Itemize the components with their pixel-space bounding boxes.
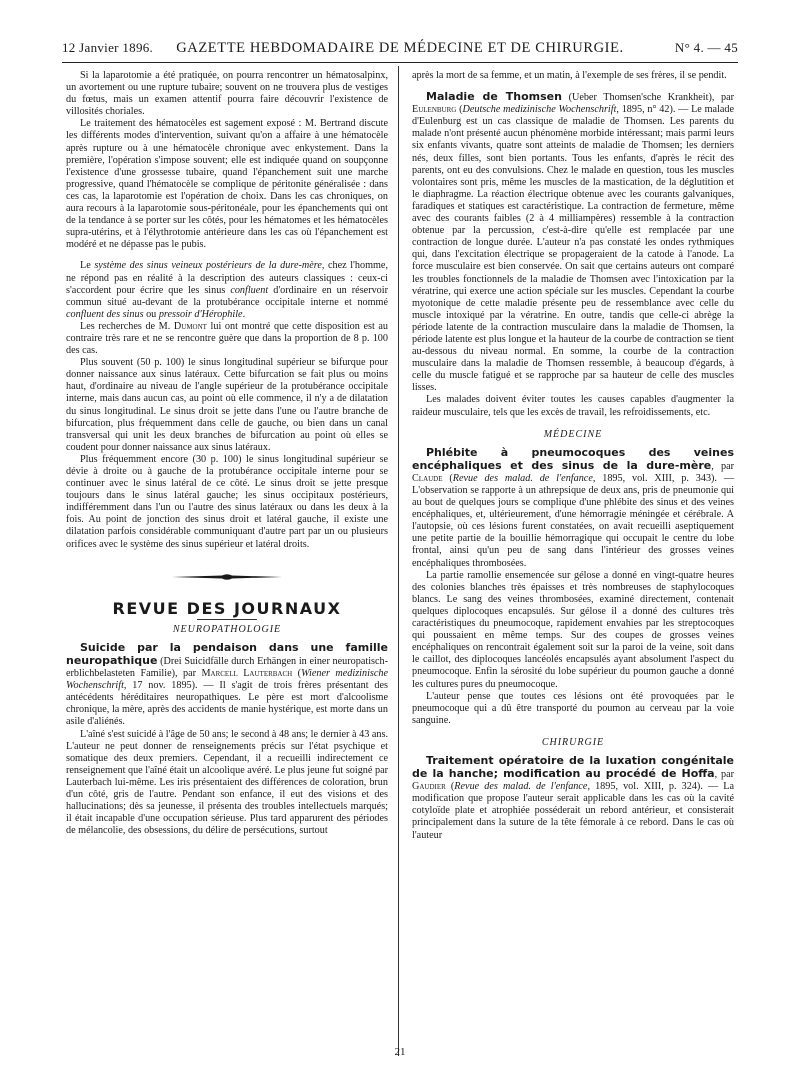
page-number: 21 (394, 1046, 406, 1058)
paragraph-traitement: Le traitement des hématocèles est sagement exposé : M. Bertrand discute les différents modes d'intervention, suivant qu'on a affaire à une hématocèle après rupture ou à une hématocèle chronique avec enkystement. Dans la première, l'opération s'impose souvent; elle est indiquée quand on soupçonne l'existence d'une grossesse tubaire, quand l'épanchement suit une marche progressive, quand l'hématocèle se complique de péritonite généralisée : dans ces cas, la laparotomie est l'opération de choix. Dans les cas chroniques, on aura recours à la laparotomie sous-péritonéale, pour les épanchements qui ont de la tendance à se porter sur les côtés, pour les hématomes et les hématocèles supra-utérins, et à l'élythrotomie antérieure dans les cas où l'épanchement est modéré et ne dépasse pas le pubis. (66, 118, 388, 251)
section-neuropathologie: NEUROPATHOLOGIE (172, 623, 282, 635)
ornament-divider-icon (172, 573, 282, 581)
header-date: 12 Janvier 1896. (62, 40, 154, 55)
paragraph-deviation: Plus fréquemment encore (30 p. 100) le sinus longitudinal supérieur se dévie à droite ou à gauche de la protubérance occipitale interne pour se continuer avec le sinus latéral de ce côté. Le sinus droit se jette presque toujours dans le sinus latéral gauche; les sinus occipitaux postérieurs, indifféremment dans l'un ou l'autre des sinus latéraux ou dans les deux à la fois. Au point de jonction des sinus droit et latéral gauche, il existe une dilatation parfois considérable communiquant d'autre part par un ou plusieurs orifices avec le système des sinus supérieur et latéral droits. (66, 453, 388, 550)
header-rule (62, 62, 738, 63)
paragraph-malades: Les malades doivent éviter toutes les causes capables d'augmenter la raideur musculaire, tels que les excès de travail, les refroidissements, etc. (412, 394, 734, 418)
article-phlebite: Phlébite à pneumocoques des veines encéphaliques et des sinus de la dure-mère, par Claude (Revue des malad. de l'enfance, 1895, vol. XIII, p. 343). — L'observation se rapporte à un athrepsique de deux ans, pris de pneumonie qui au bout de quelques jours se complique d'une phlébite des sinus et des veines encéphaliques, et, ultérieurement, d'une hémorragie méningée et cérébrale. A l'autopsie, où ces lésions furent constatées, on avait recueilli aseptiquement une petite partie de la bouillie hémorragique qui occupait le centre du lobe frontal, ainsi qu'un peu de sang dans l'intérieur des grosses veines encéphaliques thrombosées. (412, 445, 735, 569)
paragraph-dumont: Les recherches de M. Dumont lui ont montré que cette disposition est au contraire très rare et ne se rencontre guère que dans la proportion de 8 p. 100 des cas. (66, 320, 388, 357)
article-suicide: Suicide par la pendaison dans une famille neuropathique (Drei Suicidfälle durch Erhängen in einer neuropatisch-erblichbelasteten Familie), par Marcell Lauterbach (Wiener medizinische Wochenschrift, 17 nov. 1895). — Il s'agit de trois frères présentant des antécédents héréditaires neuropathiques. Le père est mort d'alcoolisme chronique, la mère, après des accidents de manie hystérique, est morte dans un asile d'aliénés. (66, 640, 389, 728)
paragraph-ramollie: La partie ramollie ensemencée sur gélose a donné en vingt-quatre heures des colonies blanches très épaisses et très nombreuses de staphylocoques blancs. Le sang des veines thrombosées, examiné directement, contenait quelques diplocoques encapsulés. Sur gélose il a donné des cultures très caractéristiques du pneumocoque, rapidement envahies par les streptocoques qui poussaient en même temps. Sur des coupes de grosses veines encéphaliques on rencontrait également soit sur la paroi de la veine, soit dans le caillot, des diplocoques lancéolés encapsulés ayant absolument l'aspect du pneumocoque. Enfin la sérosité du lobe supérieur du poumon gauche a donné les cultures pures du pneumocoque. (412, 569, 734, 690)
issue-number: N° 4. — 45 (674, 40, 738, 55)
paragraph-continuation: après la mort de sa femme, et un matin, à l'exemple de ses frères, il se pendit. (412, 70, 727, 81)
title-rule (197, 619, 257, 620)
right-column (412, 70, 734, 842)
paragraph-bifurcation: Plus souvent (50 p. 100) le sinus longitudinal supérieur se bifurque pour donner naissance aux sinus latéraux. Cette bifurcation se fait plus ou moins haut, d'ordinaire au niveau de l'angle supérieur de la protubérance occipitale interne, mais dans aucun cas, au point où elle commence, il n'y a de dilatation du sinus longitudinal. Le sinus droit se jette dans l'une ou l'autre branche de bifurcation, plus fréquemment dans celle de gauche, ou bien dans un canal transversal qui unit les deux branches de bifurcation au point où elles se coudent pour donner naissance aux sinus latéraux. (66, 357, 388, 453)
section-medecine: MÉDECINE (543, 428, 603, 440)
paragraph-aine: L'aîné s'est suicidé à l'âge de 50 ans; le second à 48 ans; le dernier à 43 ans. L'auteur ne peut donner de renseignements précis sur l'état psychique et somatique des deux premiers. Cependant, il a recueilli indirectement ce renseignement que l'aîné était un alcoolique avéré. Le plus jeune fut soigné par Lauterbach lui-même. Les iris présentaient des différences de coloration, brun d'un côté, gris de l'autre. Pendant son enfance, il eut des visions et des hallucinations; dès sa jeunesse, il présenta des troubles intellectuels marqués; il était incapable d'une occupation sérieuse. Plus tard apparurent des périodes de mélancolie, des obsessions, du délire de persécutions, surtout (66, 728, 388, 837)
paragraph-auteur-pense: L'auteur pense que toutes ces lésions ont été provoquées par le pneumocoque qui a dû être transporté du poumon au cerveau par la voie sanguine. (412, 690, 734, 726)
paragraph-sinus-systeme: Le système des sinus veineux postérieurs de la dure-mère, chez l'homme, ne répond pas en réalité à la description des auteurs classiques : ceux-ci s'accordent pour écrire que les sinus confluent d'ordinaire en un réservoir commun situé au-devant de la protubérance occipitale interne et nommé confluent des sinus ou pressoir d'Hérophile. (66, 260, 388, 320)
section-chirurgie: CHIRURGIE (541, 736, 605, 748)
article-luxation: Traitement opératoire de la luxation congénitale de la hanche; modification au procédé de Hoffa, par Gaudier (Revue des malad. de l'enfance, 1895, vol. XIII, p. 324). — La modification que propose l'auteur serait applicable dans les cas où la cavité cotyloïde plate et atrophiée posséderait un rebord antérieur, et consisterait principalement dans la suture de la tête fémorale à ce rebord. Dans le cas où l'auteur (412, 753, 734, 841)
article-thomsen: Maladie de Thomsen (Ueber Thomsen'sche Krankheit), par Eulenburg (Deutsche medizinische Wochenschrift, 1895, n° 42). — Le malade d'Eulenburg est un cas classique de maladie de Thomsen. Les parents du malade n'ont présenté aucun phénomène morbide intéressant; mais parmi leurs six enfants vivants, quatre sont atteints de maladie de Thomsen; les derniers nés, deux filles, sont bien portants. Tous les enfants, d'après le récit des parents, ont eu des convulsions. Chez le malade en question, tous les muscles volontaires sont pris, même les muscles de la mastication, de la déglutition et le diaphragme. La réaction électrique obtenue avec les courants galvaniques, faradiques et statiques est caractéristique. La contraction de fermeture, même avec des courants faibles (2 à 4 milliampères) ressemble à la contraction obtenue par la percussion, c'est-à-dire qu'elle est remplacée par une contraction de longue durée. L'auteur n'a pas constaté les ondes rythmiques qui, dans l'excitation électrique se propageraient de la catode à l'anode. La force musculaire est bien conservée. On sait que certains auteurs ont comparé les troubles fonctionnels de la maladie de Thomsen avec l'intoxication par la vératrine, qui exerce une action spéciale sur les muscles. Cependant la courbe myotonique de cette maladie présente peu de ressemblance avec celle du muscle intoxiqué par la vératrine. En outre, tandis que celle-ci abrège la période latente de la contraction musculaire dans la maladie de Thomsen, la période latente est plus longue et la hauteur de la courbe de contraction se tient au-dessous du niveau normal. En somme, la courbe de la contraction musculaire dans la maladie de Thomsen ressemble, à beaucoup d'égards, à celle du muscle fatigué et se rapproche par sa hauteur de celle des muscles lisses. (412, 90, 734, 394)
left-column (66, 70, 388, 837)
revue-des-journaux-title: REVUE DES JOURNAUX (112, 598, 342, 618)
column-divider (398, 66, 399, 1056)
journal-title: GAZETTE HEBDOMADAIRE DE MÉDECINE ET DE CHIRURGIE. (176, 40, 624, 56)
paragraph-laparotomie: Si la laparotomie a été pratiquée, on pourra rencontrer un hématosalpinx, un avortement ou une rupture tubaire; souvent on ne trouvera plus de vestiges du fœtus, mais un examen attentif pourra faire découvrir l'existence de villosités choriales. (66, 70, 388, 118)
running-header (62, 40, 738, 58)
